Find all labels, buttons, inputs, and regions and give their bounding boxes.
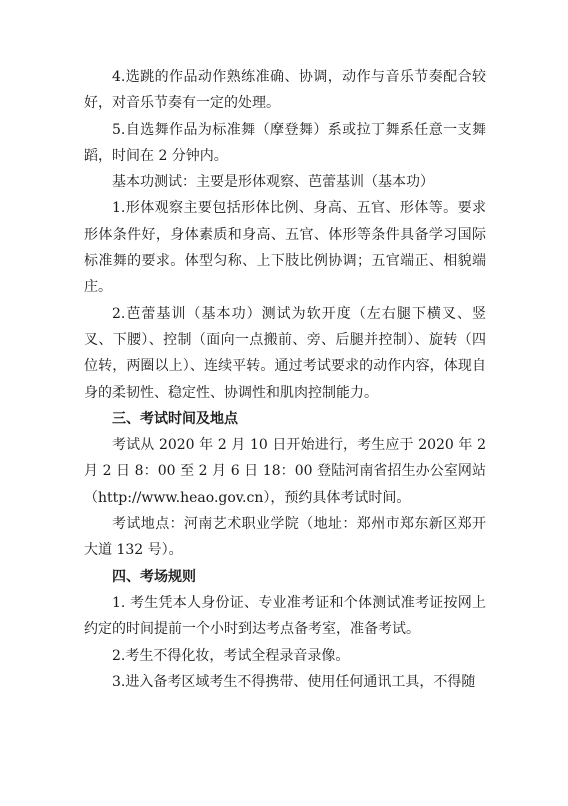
rule-item-3: 3.进入备考区域考生不得携带、使用任何通讯工具，不得随 [112,673,476,690]
rule-item-2: 2.考生不得化妆，考试全程录音录像。 [112,647,350,664]
basic-skills-intro: 基本功测试：主要是形体观察、芭蕾基训（基本功） [112,174,434,191]
paragraph-item-4: 4.选跳的作品动作熟练准确、协调，动作与音乐节奏配合较好，对音乐节奏有一定的处理。 [84,69,486,112]
document-page [84,64,486,695]
exam-location-paragraph: 考试地点：河南艺术职业学院（地址：郑州市郑东新区郑开大道 132 号）。 [84,516,486,559]
exam-time-paragraph: 考试从 2020 年 2 月 10 日开始进行，考生应于 2020 年 2 月 2 日 8：00 至 2 月 6 日 18：00 登陆河南省招生办公室网站（http://www.heao.gov.cn），预约具体考试时间。 [84,437,486,506]
basic-skills-item-2: 2.芭蕾基训（基本功）测试为软开度（左右腿下横叉、竖叉、下腰）、控制（面向一点搬前、旁、后腿并控制）、旋转（四位转，两圈以上）、连续平转。通过考试要求的动作内容，体现自身的柔韧性、稳定性、协调性和肌肉控制能力。 [84,305,486,401]
section-3-heading: 三、考试时间及地点 [112,410,238,427]
section-4-heading: 四、考场规则 [112,568,196,585]
rule-item-1: 1. 考生凭本人身份证、专业准考证和个体测试准考证按网上约定的时间提前一个小时到达考点备考室，准备考试。 [84,594,486,638]
basic-skills-item-1: 1.形体观察主要包括形体比例、身高、五官、形体等。要求形体条件好，身体素质和身高、五官、体形等条件具备学习国际标准舞的要求。体型匀称、上下肢比例协调；五官端正、相貌端庄。 [84,200,486,296]
paragraph-item-5: 5.自选舞作品为标准舞（摩登舞）系或拉丁舞系任意一支舞蹈，时间在 2 分钟内。 [84,121,486,164]
